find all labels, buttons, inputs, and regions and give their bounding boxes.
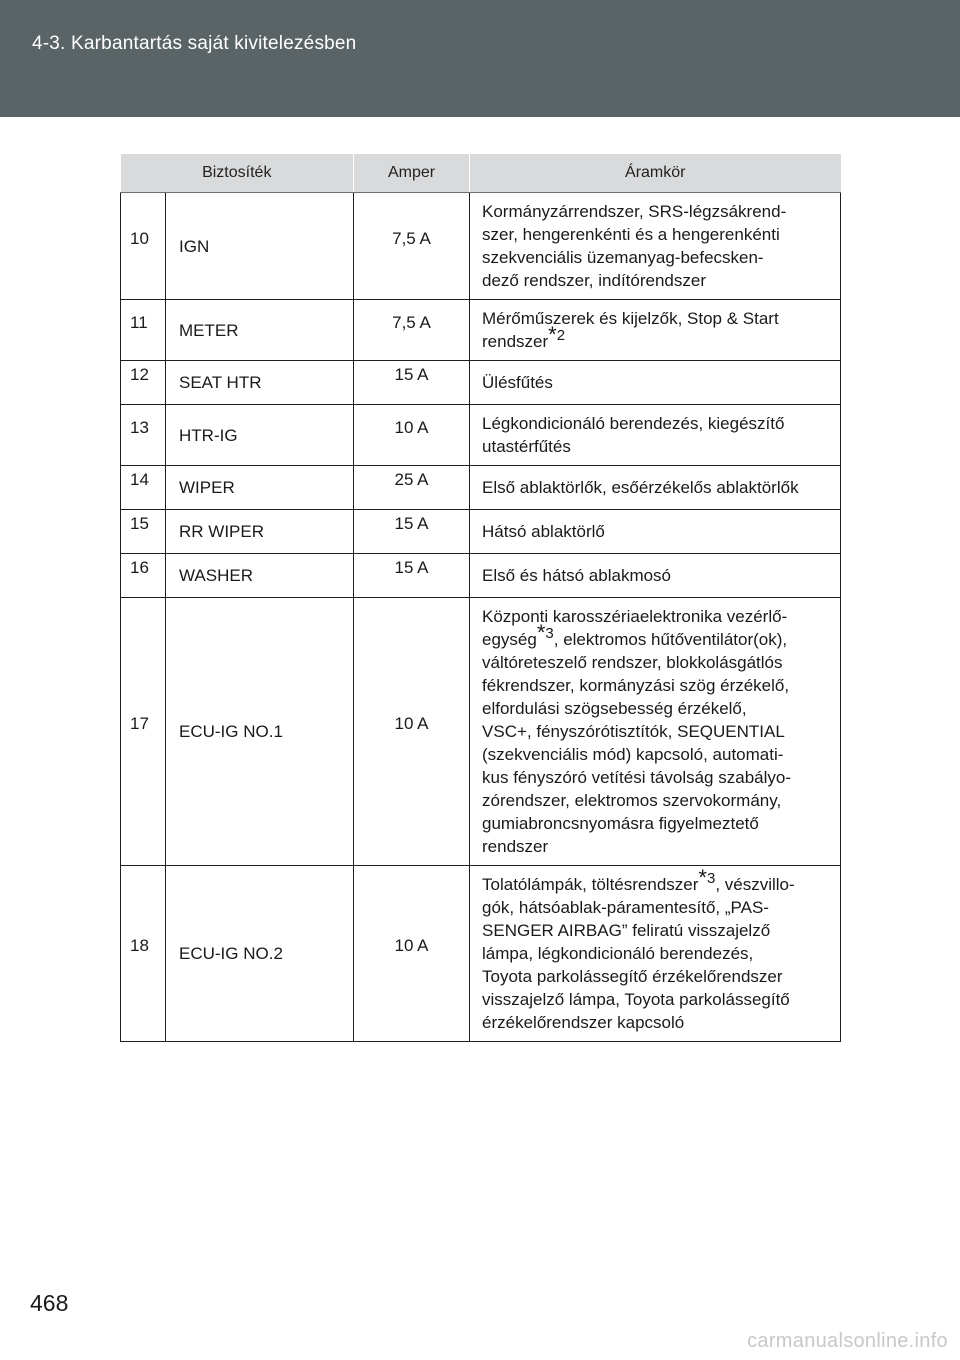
fuse-amperage: 15 A <box>354 361 470 405</box>
fuse-number: 11 <box>121 300 166 361</box>
fuse-amperage: 15 A <box>354 510 470 554</box>
fuse-circuit: Első ablaktörlők, esőérzékelős ablaktörlők <box>470 466 841 510</box>
fuse-circuit: Tolatólámpák, töltésrendszer$^{*3}$, vészvillo- gók, hátsóablak-páramentesítő, „PAS- SENGER AIRBAG” feliratú visszajelző lámpa, légkondicionáló berendezés, Toyota parkolássegítő érzékelőrendszer visszajelző lámpa, Toyota parkolássegítő érzékelőrendszer kapcsoló <box>470 866 841 1042</box>
watermark: carmanualsonline.info <box>747 1330 948 1352</box>
fuse-amperage: 10 A <box>354 866 470 1042</box>
fuse-circuit: Hátsó ablaktörlő <box>470 510 841 554</box>
fuse-number: 16 <box>121 554 166 598</box>
fuse-name: RR WIPER <box>166 510 354 554</box>
section-title: 4-3. Karbantartás saját kivitelezésben <box>32 33 357 54</box>
fuse-name: IGN <box>166 193 354 300</box>
footnote-ref: *2 <box>548 322 566 348</box>
fuse-circuit: Első és hátsó ablakmosó <box>470 554 841 598</box>
fuse-circuit: Légkondicionáló berendezés, kiegészítő utastérfűtés <box>470 405 841 466</box>
table-row <box>121 361 841 405</box>
fuse-circuit: Mérőműszerek és kijelzők, Stop & Start rendszer$^{*2}$ <box>470 300 841 361</box>
fuse-number: 10 <box>121 193 166 300</box>
fuse-number: 12 <box>121 361 166 405</box>
fuse-number: 14 <box>121 466 166 510</box>
fuse-amperage: 7,5 A <box>354 300 470 361</box>
page-number: 468 <box>30 1290 69 1316</box>
table-row <box>121 510 841 554</box>
fuse-circuit: Kormányzárrendszer, SRS-légzsákrend- szer, hengerenkénti és a hengerenkénti szekvenciális üzemanyag-befecsken- dező rendszer, indítórendszer <box>470 193 841 300</box>
table-row <box>121 466 841 510</box>
fuse-number: 15 <box>121 510 166 554</box>
footnote-ref: *3 <box>536 620 554 646</box>
fuse-number: 17 <box>121 598 166 866</box>
table-row <box>121 405 841 466</box>
fuse-amperage: 15 A <box>354 554 470 598</box>
col-header-circuit: Áramkör <box>470 154 841 193</box>
fuse-name: ECU-IG NO.2 <box>166 866 354 1042</box>
fuse-amperage: 25 A <box>354 466 470 510</box>
fuse-amperage: 7,5 A <box>354 193 470 300</box>
section-header <box>0 0 960 117</box>
col-header-amp: Amper <box>354 154 470 193</box>
fuse-amperage: 10 A <box>354 598 470 866</box>
table-row <box>121 598 841 866</box>
fuse-table <box>120 154 841 1042</box>
fuse-name: ECU-IG NO.1 <box>166 598 354 866</box>
table-row <box>121 193 841 300</box>
fuse-name: SEAT HTR <box>166 361 354 405</box>
table-row <box>121 300 841 361</box>
col-header-fuse: Biztosíték <box>121 154 354 193</box>
fuse-circuit: Ülésfűtés <box>470 361 841 405</box>
fuse-name: WIPER <box>166 466 354 510</box>
fuse-name: HTR-IG <box>166 405 354 466</box>
fuse-name: METER <box>166 300 354 361</box>
table-header-row <box>121 154 841 193</box>
table-row <box>121 866 841 1042</box>
fuse-number: 18 <box>121 866 166 1042</box>
footnote-ref: *3 <box>698 865 716 891</box>
fuse-number: 13 <box>121 405 166 466</box>
fuse-name: WASHER <box>166 554 354 598</box>
fuse-amperage: 10 A <box>354 405 470 466</box>
table-row <box>121 554 841 598</box>
fuse-circuit: Központi karosszériaelektronika vezérlő- egység$^{*3}$, elektromos hűtőventilátor(ok), váltóreteszelő rendszer, blokkolásgátlós fékrendszer, kormányzási szög érzékelő, elfordulási szögsebesség érzékelő, VSC+, fényszórótisztítók, SEQUENTIAL (szekvenciális mód) kapcsoló, automati- kus fényszóró vetítési távolság szabályo- zórendszer, elektromos szervokormány, gumiabroncsnyomásra figyelmeztető rendszer <box>470 598 841 866</box>
